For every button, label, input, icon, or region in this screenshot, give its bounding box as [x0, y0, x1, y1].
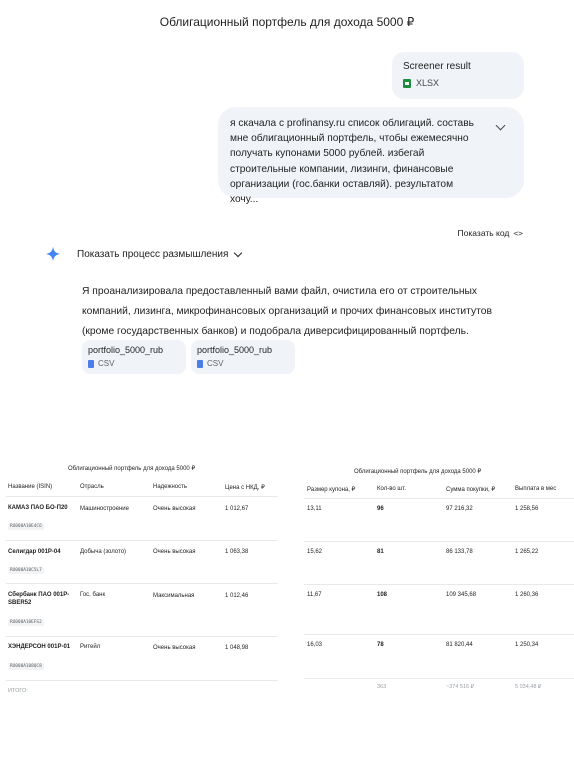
column-header: Отрасль	[80, 484, 104, 490]
price: 1 063,38	[225, 549, 249, 555]
show-thinking-toggle[interactable]	[77, 249, 241, 260]
expand-message-chevron-icon[interactable]	[496, 121, 506, 131]
row-divider	[304, 634, 574, 635]
purchase-sum: 81 820,44	[446, 642, 473, 648]
coupon-size: 16,03	[307, 642, 323, 648]
bond-name: КАМАЗ ПАО БО-П20	[8, 505, 68, 511]
code-icon: <>	[513, 228, 523, 238]
page-title: Облигационный портфель для дохода 5000 ₽	[159, 15, 415, 29]
csv-file-name: portfolio_5000_rub	[197, 345, 273, 355]
response-line: компаний, лизинга, микрофинансовых организаций и прочих финансовых институтов	[82, 306, 492, 317]
attachment-name: Screener result	[403, 61, 471, 72]
total-quantity: 363	[377, 684, 387, 690]
coupon-size: 15,62	[307, 549, 323, 555]
bond-name: Селигдар 001Р-04	[8, 549, 61, 555]
attachment-type: XLSX	[416, 78, 440, 88]
isin-code: RU000A10EFS2	[10, 620, 42, 625]
bond-name: ХЭНДЕРСОН 001Р-01	[8, 644, 71, 650]
column-header: Цена с НКД, ₽	[225, 485, 265, 491]
monthly-payout: 1 258,56	[515, 506, 539, 512]
quantity: 108	[377, 592, 388, 598]
column-header: Выплата в мес	[515, 486, 557, 492]
table-title: Облигационный портфель для дохода 5000 ₽	[68, 466, 196, 472]
spreadsheet-icon	[403, 79, 411, 88]
user-message-line: строительные компании, лизинги, финансовые	[230, 163, 454, 175]
csv-file-type: CSV	[207, 359, 224, 368]
row-divider	[6, 583, 278, 584]
show-thinking-label: Показать процесс размышления	[77, 249, 229, 260]
total-payout: 5 034,48 ₽	[515, 684, 542, 690]
user-message-line: организации (гос.банки оставляй). результатом хочу...	[230, 178, 454, 206]
monthly-payout: 1 250,34	[515, 642, 539, 648]
monthly-payout: 1 265,22	[515, 549, 539, 555]
user-message-line: мне облигационный портфель, чтобы ежемесячно	[230, 133, 469, 145]
industry: Машиностроение	[80, 506, 129, 512]
quantity: 96	[377, 506, 384, 512]
column-header: Надежность	[153, 484, 187, 490]
total-label: ИТОГО:	[8, 688, 28, 694]
industry: Гос. банк	[80, 592, 106, 598]
column-header: Название (ISIN)	[8, 484, 53, 490]
row-divider	[6, 540, 278, 541]
csv-file-chip[interactable]	[191, 340, 295, 374]
isin-code: RU000A10C5L7	[10, 568, 42, 573]
csv-file-icon	[197, 360, 203, 368]
isin-code: RU000A108QC8	[10, 664, 42, 669]
reliability: Очень высокая	[153, 549, 196, 555]
column-header: Сумма покупки, ₽	[446, 487, 496, 493]
portfolio-table-right	[286, 478, 574, 692]
show-code-button[interactable]	[458, 228, 523, 238]
row-divider	[6, 636, 278, 637]
table-title: Облигационный портфель для дохода 5000 ₽	[354, 469, 482, 475]
row-divider	[304, 541, 574, 542]
bond-name: Сбербанк ПАО 001Р-SBER52	[8, 592, 70, 606]
monthly-payout: 1 260,36	[515, 592, 539, 598]
price: 1 012,67	[225, 506, 249, 512]
coupon-size: 13,11	[307, 506, 322, 512]
csv-file-icon	[88, 360, 94, 368]
row-divider	[6, 680, 278, 681]
gemini-spark-icon	[45, 246, 61, 262]
quantity: 78	[377, 642, 384, 648]
user-message-bubble	[218, 107, 524, 206]
reliability: Очень высокая	[153, 645, 196, 651]
price: 1 012,46	[225, 593, 249, 599]
chevron-down-icon	[234, 249, 242, 257]
reliability: Максимальная	[153, 593, 195, 599]
purchase-sum: 97 216,32	[446, 506, 473, 512]
coupon-size: 11,67	[307, 592, 322, 598]
response-line: (кроме государственных банков) и подобрала диверсифицированный портфель.	[82, 326, 469, 337]
csv-file-name: portfolio_5000_rub	[88, 345, 164, 355]
row-divider	[304, 498, 574, 499]
price: 1 048,98	[225, 645, 249, 651]
column-header: Размер купона, ₽	[307, 487, 356, 493]
total-sum: ~374 516 ₽	[446, 684, 475, 690]
response-line: Я проанализировала предоставленный вами файл, очистила его от строительных	[82, 286, 478, 297]
user-message-line: я скачала с profinansy.ru список облигаций. составь	[230, 118, 474, 129]
row-divider	[6, 496, 278, 497]
column-header: Кол-во шт.	[377, 486, 406, 492]
row-divider	[304, 584, 574, 585]
user-message-line: получать купонами 5000 рублей. избегай	[230, 148, 425, 160]
purchase-sum: 109 345,68	[446, 592, 477, 598]
quantity: 81	[377, 549, 384, 555]
row-divider	[304, 678, 574, 679]
csv-file-type: CSV	[98, 359, 115, 368]
show-code-label: Показать код	[457, 228, 510, 238]
industry: Ритейл	[80, 644, 101, 650]
assistant-response	[82, 282, 512, 342]
reliability: Очень высокая	[153, 506, 196, 512]
csv-file-chip[interactable]	[82, 340, 186, 374]
isin-code: RU000A10E4C6	[10, 524, 42, 529]
attachment-chip[interactable]	[392, 52, 524, 99]
industry: Добыча (золото)	[80, 549, 127, 555]
purchase-sum: 86 133,78	[446, 549, 473, 555]
